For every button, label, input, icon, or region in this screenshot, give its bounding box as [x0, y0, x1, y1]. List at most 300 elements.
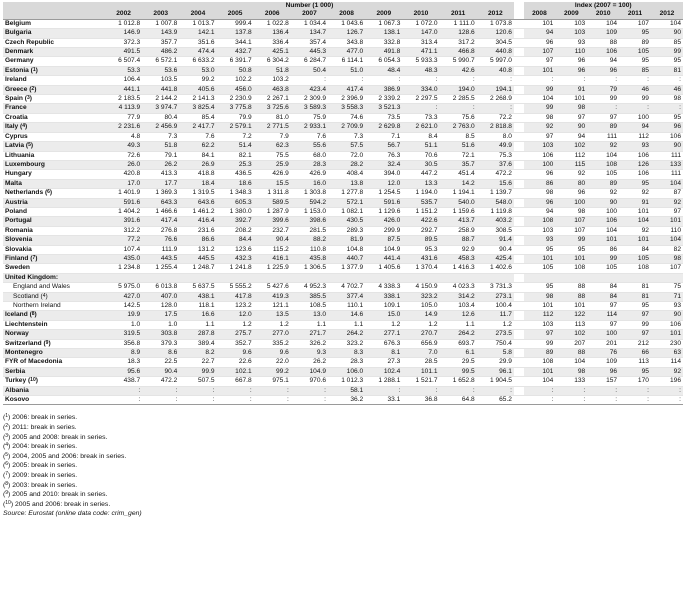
column-gap — [514, 57, 524, 66]
row-label: Netherlands ($^6$) — [3, 189, 105, 198]
number-cell: 80.4 — [142, 113, 179, 122]
column-gap — [514, 339, 524, 348]
number-cell: 99.2 — [254, 367, 291, 376]
number-cell: 276.8 — [142, 226, 179, 235]
footnote-text: 2003: break in series. — [10, 481, 78, 489]
table-row — [3, 311, 683, 320]
row-label-text: Scotland — [13, 292, 39, 300]
number-cell: : — [365, 76, 402, 85]
row-label-text: France — [5, 104, 27, 112]
number-cell: 317.2 — [440, 38, 477, 47]
index-cell: : — [619, 76, 651, 85]
index-cell: : — [651, 76, 683, 85]
row-label — [3, 132, 105, 141]
number-cell: 405.6 — [179, 85, 216, 94]
index-cell: 94 — [587, 57, 619, 66]
number-cell — [365, 273, 402, 282]
index-cell: 92 — [555, 170, 587, 179]
number-cell — [105, 273, 142, 282]
number-cell: 2 417.7 — [179, 123, 216, 132]
footnote-line: ($^5$) 2004, 2005 and 2006: break in series. — [3, 451, 127, 460]
number-cell: 312.2 — [105, 226, 142, 235]
row-label — [3, 57, 105, 66]
number-cell: 1 348.3 — [217, 189, 254, 198]
number-cell: 3 589.3 — [291, 104, 328, 113]
number-cell: 6 391.7 — [217, 57, 254, 66]
footnote-line: ($^2$) 2011: break in series. — [3, 423, 77, 432]
number-cell: 1 401.9 — [105, 189, 142, 198]
table-row — [3, 226, 683, 235]
index-cell: 107 — [619, 19, 651, 28]
number-cell: 9.3 — [291, 349, 328, 358]
number-cell: 6 114.1 — [328, 57, 365, 66]
number-cell — [402, 273, 439, 282]
index-cell: 99 — [619, 95, 651, 104]
number-cell: 232.7 — [254, 226, 291, 235]
index-cell: 196 — [651, 377, 683, 386]
row-label: Spain ($^3$) — [3, 95, 105, 104]
index-cell: 90 — [555, 123, 587, 132]
column-gap — [514, 113, 524, 122]
index-cell: 94 — [619, 123, 651, 132]
number-cell: 486.2 — [142, 48, 179, 57]
column-gap — [514, 358, 524, 367]
number-cell: 1 159.6 — [440, 207, 477, 216]
number-cell: 356.8 — [105, 339, 142, 348]
footnote-line: ($^3$) 2005 and 2008: break in series. — [3, 432, 108, 441]
header-year-row — [3, 10, 683, 19]
row-label-text: Iceland — [5, 311, 28, 319]
number-cell: 15.6 — [477, 179, 514, 188]
index-cell: 97 — [619, 311, 651, 320]
number-cell: 143.9 — [142, 29, 179, 38]
number-cell: 8.9 — [105, 349, 142, 358]
table-row — [3, 292, 683, 301]
number-cell: 26.0 — [105, 160, 142, 169]
row-label — [3, 330, 105, 339]
index-cell: 99 — [524, 104, 556, 113]
column-gap — [514, 179, 524, 188]
column-gap — [514, 207, 524, 216]
number-cell: 416.1 — [254, 254, 291, 263]
number-cell: 275.7 — [217, 330, 254, 339]
number-cell: 693.7 — [440, 339, 477, 348]
year-header: 2005 — [217, 10, 254, 19]
row-label-text: Czech Republic — [5, 38, 55, 46]
number-cell: 86.6 — [179, 236, 216, 245]
number-cell: 17.0 — [105, 179, 142, 188]
footnote-number: 9 — [5, 490, 9, 497]
header-gap — [514, 2, 524, 10]
index-cell: 82 — [651, 245, 683, 254]
index-cell: 104 — [587, 226, 619, 235]
number-cell: 2 183.5 — [105, 95, 142, 104]
number-cell: 1 319.5 — [179, 189, 216, 198]
row-label-text: Lithuania — [5, 151, 35, 159]
row-label — [3, 386, 105, 395]
number-cell: : — [402, 386, 439, 395]
column-gap — [514, 292, 524, 301]
number-cell: 403.2 — [477, 217, 514, 226]
column-gap — [514, 198, 524, 207]
number-cell: 643.3 — [142, 198, 179, 207]
index-cell: 81 — [651, 66, 683, 75]
number-cell: 1.2 — [477, 320, 514, 329]
number-cell: 100.4 — [477, 302, 514, 311]
number-cell: 6 054.3 — [365, 57, 402, 66]
column-gap — [514, 19, 524, 28]
year-header: 2004 — [179, 10, 216, 19]
index-year-header: 2009 — [555, 10, 587, 19]
number-cell: 75.3 — [477, 151, 514, 160]
number-cell: 101.1 — [402, 367, 439, 376]
table-row — [3, 236, 683, 245]
number-cell: 438.7 — [105, 377, 142, 386]
number-cell: : — [365, 386, 402, 395]
number-cell: 4 338.3 — [365, 283, 402, 292]
index-cell: 94 — [524, 207, 556, 216]
number-cell: 999.4 — [217, 19, 254, 28]
number-cell: 142.1 — [179, 29, 216, 38]
footnote-number: 3 — [5, 432, 9, 439]
number-cell: 323.2 — [402, 292, 439, 301]
number-cell: 427.0 — [105, 292, 142, 301]
number-cell: 17.7 — [142, 179, 179, 188]
index-cell: : — [619, 396, 651, 405]
footnote-ref: 1 — [32, 66, 36, 73]
number-cell: 535.7 — [402, 198, 439, 207]
index-cell — [587, 273, 619, 282]
column-gap — [514, 76, 524, 85]
crime-statistics-table-container — [3, 2, 683, 519]
table-row — [3, 273, 683, 282]
index-cell: 95 — [651, 57, 683, 66]
index-cell: 98 — [555, 207, 587, 216]
number-cell: 438.1 — [179, 292, 216, 301]
index-cell: 89 — [587, 179, 619, 188]
footnote-line: ($^8$) 2003: break in series. — [3, 480, 78, 489]
row-label — [3, 104, 105, 113]
column-gap — [514, 132, 524, 141]
number-cell: 319.5 — [105, 330, 142, 339]
table-row — [3, 396, 683, 405]
index-cell: 113 — [555, 320, 587, 329]
index-cell: 93 — [524, 236, 556, 245]
number-cell: 1 466.6 — [142, 207, 179, 216]
number-cell: 1 254.5 — [365, 189, 402, 198]
number-cell: 123.2 — [217, 302, 254, 311]
index-cell: 101 — [555, 254, 587, 263]
table-row — [3, 76, 683, 85]
number-cell: 136.4 — [254, 29, 291, 38]
number-cell: 4 023.3 — [440, 283, 477, 292]
number-cell: 14.6 — [328, 311, 365, 320]
number-cell: 2 771.5 — [254, 123, 291, 132]
index-year-header: 2010 — [587, 10, 619, 19]
number-cell: 975.1 — [254, 377, 291, 386]
number-cell: : — [179, 386, 216, 395]
footnote-line: ($^1$) 2006: break in series. — [3, 413, 78, 422]
number-cell: 425.4 — [477, 254, 514, 263]
row-label — [3, 160, 105, 169]
row-label-text: Croatia — [5, 113, 28, 121]
number-cell: 26.9 — [179, 160, 216, 169]
row-label-text: Sweden — [5, 264, 30, 272]
number-cell: 416.4 — [179, 217, 216, 226]
footnote-ref: 2 — [31, 85, 35, 92]
index-year-header: 2011 — [619, 10, 651, 19]
header-blank — [3, 10, 105, 19]
table-row — [3, 377, 683, 386]
footnote-line: ($^{10}$) 2005 and 2006: break in series. — [3, 499, 111, 508]
number-cell: 53.0 — [179, 66, 216, 75]
column-gap — [514, 273, 524, 282]
year-header: 2009 — [365, 10, 402, 19]
number-cell: : — [402, 76, 439, 85]
row-label-text: United Kingdom: — [5, 273, 59, 281]
index-cell: 99 — [619, 320, 651, 329]
number-cell: 8.3 — [328, 349, 365, 358]
number-cell: 1 402.6 — [477, 264, 514, 273]
number-cell: 9.6 — [254, 349, 291, 358]
number-cell: 1 043.6 — [328, 19, 365, 28]
index-cell: : — [587, 386, 619, 395]
row-label — [3, 19, 105, 28]
index-cell: 96 — [651, 123, 683, 132]
number-cell: 62.3 — [254, 142, 291, 151]
number-cell: 458.3 — [440, 254, 477, 263]
index-cell: 46 — [619, 85, 651, 94]
index-cell: 95 — [619, 57, 651, 66]
number-cell: 79.9 — [217, 113, 254, 122]
index-cell: 96 — [555, 66, 587, 75]
table-body — [3, 19, 683, 405]
number-cell: : — [477, 386, 514, 395]
number-cell: 134.7 — [291, 29, 328, 38]
number-cell: 389.4 — [179, 339, 216, 348]
row-label — [3, 113, 105, 122]
number-cell: 1 287.9 — [254, 207, 291, 216]
number-cell: 104.8 — [328, 245, 365, 254]
index-cell: 99 — [524, 85, 556, 94]
index-cell: 93 — [651, 302, 683, 311]
number-cell: 137.8 — [217, 29, 254, 38]
number-cell: 304.5 — [477, 38, 514, 47]
number-cell: 146.9 — [105, 29, 142, 38]
number-cell: : — [328, 76, 365, 85]
index-cell: 114 — [651, 358, 683, 367]
number-cell: 110.8 — [291, 245, 328, 254]
number-cell: 75.6 — [440, 113, 477, 122]
index-cell: 101 — [555, 302, 587, 311]
index-cell: 96 — [524, 170, 556, 179]
number-cell: 6 572.1 — [142, 57, 179, 66]
index-cell: 98 — [524, 189, 556, 198]
number-cell: 2 579.1 — [217, 123, 254, 132]
number-cell: 1 277.8 — [328, 189, 365, 198]
number-cell: 77.9 — [105, 113, 142, 122]
index-cell: 106 — [524, 151, 556, 160]
index-cell: 86 — [524, 179, 556, 188]
number-cell: 3 825.4 — [179, 104, 216, 113]
index-cell: 106 — [587, 217, 619, 226]
index-cell: 95 — [619, 367, 651, 376]
number-cell: 1.0 — [105, 320, 142, 329]
row-label: Greece ($^2$) — [3, 85, 105, 94]
index-cell: 84 — [587, 283, 619, 292]
number-cell: 108.5 — [291, 302, 328, 311]
index-cell: : — [651, 396, 683, 405]
table-row — [3, 132, 683, 141]
row-label-text: Spain — [5, 95, 23, 103]
index-cell: 99 — [587, 254, 619, 263]
number-cell: 399.6 — [254, 217, 291, 226]
number-cell: 398.6 — [291, 217, 328, 226]
row-label — [3, 179, 105, 188]
number-cell: : — [217, 386, 254, 395]
index-cell: 96 — [524, 198, 556, 207]
number-cell: 85.4 — [179, 113, 216, 122]
number-cell: 123.6 — [217, 245, 254, 254]
number-cell: 118.1 — [179, 302, 216, 311]
column-gap — [514, 85, 524, 94]
row-label-text: Romania — [5, 226, 33, 234]
number-cell — [142, 273, 179, 282]
number-cell: 28.3 — [328, 358, 365, 367]
number-cell: 87.5 — [365, 236, 402, 245]
index-cell: 108 — [555, 264, 587, 273]
number-cell: 1 129.6 — [365, 207, 402, 216]
number-cell: 28.2 — [328, 160, 365, 169]
number-cell: 2 231.6 — [105, 123, 142, 132]
row-label — [3, 236, 105, 245]
number-cell: 73.5 — [365, 113, 402, 122]
row-label: Switzerland ($^9$) — [3, 339, 105, 348]
index-cell: 92 — [587, 142, 619, 151]
footnote-text: 2009: break in series. — [10, 472, 78, 480]
number-cell: 106.0 — [328, 367, 365, 376]
number-cell: 77.2 — [105, 236, 142, 245]
number-cell: 1 072.0 — [402, 19, 439, 28]
index-cell: 88 — [587, 38, 619, 47]
index-cell: : — [555, 396, 587, 405]
column-gap — [514, 151, 524, 160]
number-cell: 1 234.8 — [105, 264, 142, 273]
table-row — [3, 358, 683, 367]
number-cell: 273.1 — [477, 292, 514, 301]
index-cell: 98 — [555, 367, 587, 376]
number-cell: 28.5 — [402, 358, 439, 367]
number-cell: : — [217, 396, 254, 405]
number-cell: 1.1 — [291, 320, 328, 329]
number-cell: 103.4 — [440, 302, 477, 311]
index-cell: 96 — [555, 189, 587, 198]
number-cell: 7.3 — [142, 132, 179, 141]
index-cell: 100 — [587, 207, 619, 216]
number-cell: : — [477, 76, 514, 85]
number-cell: 1 139.7 — [477, 189, 514, 198]
index-cell: 101 — [524, 66, 556, 75]
index-cell: 108 — [587, 160, 619, 169]
index-cell: 100 — [555, 198, 587, 207]
row-label — [3, 349, 105, 358]
number-cell: 445.3 — [291, 48, 328, 57]
number-cell: 3 725.6 — [254, 104, 291, 113]
index-cell: : — [619, 386, 651, 395]
number-cell: 477.0 — [328, 48, 365, 57]
footnote-text: 2004, 2005 and 2006: break in series. — [10, 452, 127, 460]
number-cell: 8.1 — [365, 349, 402, 358]
number-cell: 121.1 — [254, 302, 291, 311]
index-cell: 89 — [619, 38, 651, 47]
table-row — [3, 254, 683, 263]
number-cell: 1 255.4 — [142, 264, 179, 273]
number-cell: 548.0 — [477, 198, 514, 207]
index-cell: 110 — [555, 48, 587, 57]
row-label: Iceland ($^8$) — [3, 311, 105, 320]
row-label-text: Denmark — [5, 48, 34, 56]
index-cell: 157 — [587, 377, 619, 386]
table-row — [3, 113, 683, 122]
number-cell — [179, 273, 216, 282]
index-cell: 91 — [619, 198, 651, 207]
row-label — [3, 283, 105, 292]
number-cell: 313.4 — [402, 38, 439, 47]
column-gap — [514, 283, 524, 292]
number-cell: 308.5 — [477, 226, 514, 235]
number-cell: 51.6 — [440, 142, 477, 151]
number-cell: 392.7 — [217, 217, 254, 226]
index-cell: 133 — [555, 377, 587, 386]
source-note: Source: Eurostat (online data code: crim_gen) — [3, 510, 142, 518]
number-cell: 102.4 — [365, 367, 402, 376]
footnote-number: 10 — [5, 499, 11, 506]
number-cell: 2 621.0 — [402, 123, 439, 132]
number-cell: 357.7 — [142, 38, 179, 47]
number-cell: 264.2 — [440, 330, 477, 339]
number-cell: 540.0 — [440, 198, 477, 207]
index-cell: : — [587, 76, 619, 85]
number-cell: 73.3 — [402, 113, 439, 122]
table-row — [3, 207, 683, 216]
year-header: 2002 — [105, 10, 142, 19]
number-cell: 16.6 — [179, 311, 216, 320]
index-cell: 95 — [619, 179, 651, 188]
number-cell: 1 007.8 — [142, 19, 179, 28]
number-cell: 6 304.2 — [254, 57, 291, 66]
index-cell: 111 — [587, 132, 619, 141]
number-cell — [217, 273, 254, 282]
footnote-number: 4 — [5, 442, 9, 449]
number-cell: 103.5 — [142, 76, 179, 85]
index-cell — [524, 273, 556, 282]
number-cell: 6 284.7 — [291, 57, 328, 66]
number-cell: 104.9 — [291, 367, 328, 376]
year-header: 2007 — [291, 10, 328, 19]
number-cell: 40.8 — [477, 66, 514, 75]
number-cell: 4 150.9 — [402, 283, 439, 292]
column-gap — [514, 330, 524, 339]
index-cell: 212 — [619, 339, 651, 348]
table-row — [3, 349, 683, 358]
footnote-number: 2 — [5, 423, 9, 430]
row-label-text: Ireland — [5, 76, 27, 84]
index-cell: 103 — [524, 226, 556, 235]
number-cell: 287.8 — [179, 330, 216, 339]
index-cell: 79 — [587, 85, 619, 94]
number-cell: 656.9 — [402, 339, 439, 348]
number-cell: 391.6 — [105, 217, 142, 226]
